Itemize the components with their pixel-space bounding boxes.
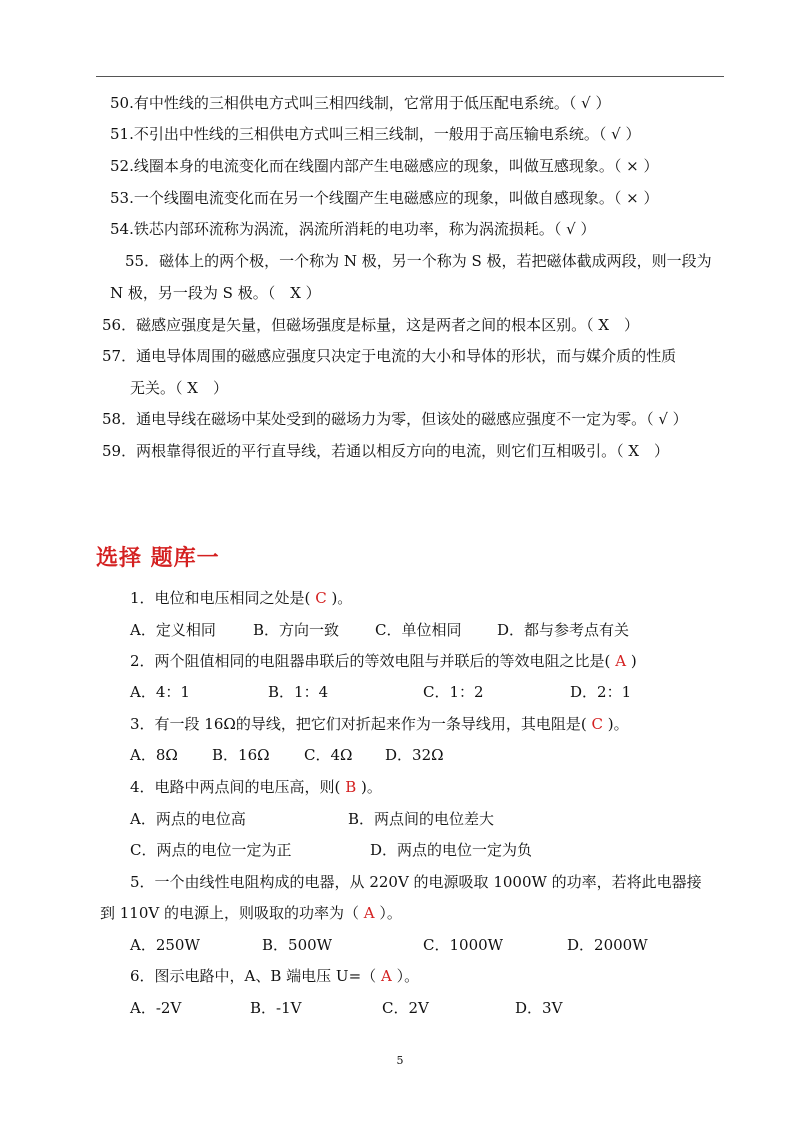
- section-title: 选择 题库一: [96, 546, 220, 571]
- q2-option-c: C．1：2: [423, 683, 484, 701]
- tf-item-57-line2: 无关。（ X ）: [130, 379, 228, 397]
- q4-option-c: C．两点的电位一定为正: [130, 841, 292, 859]
- answer-3: C: [591, 715, 603, 733]
- question-3: 3．有一段 16Ω的导线，把它们对折起来作为一条导线用，其电阻是( C )。: [130, 715, 629, 733]
- q5-option-c: C．1000W: [423, 936, 504, 954]
- tf-item-55-line1: 55．磁体上的两个极，一个称为 N 极，另一个称为 S 极，若把磁体截成两段，则一段为: [125, 252, 712, 270]
- answer-6: A: [380, 967, 392, 985]
- tf-item-58: 58．通电导线在磁场中某处受到的磁场力为零，但该处的磁感应强度不一定为零。（ √ ）: [102, 410, 688, 428]
- tf-item-54: 54.铁芯内部环流称为涡流，涡流所消耗的电功率，称为涡流损耗。（ √ ）: [110, 220, 596, 238]
- q4-option-b: B．两点间的电位差大: [348, 810, 495, 828]
- q3-option-a: A．8Ω: [130, 746, 178, 764]
- question-6: 6．图示电路中，A、B 端电压 U=（ A ）。: [130, 967, 420, 985]
- question-2: 2．两个阻值相同的电阻器串联后的等效电阻与并联后的等效电阻之比是( A ): [130, 652, 637, 670]
- q2-option-b: B．1：4: [268, 683, 329, 701]
- tf-item-51: 51.不引出中性线的三相供电方式叫三相三线制，一般用于高压输电系统。（ √ ）: [110, 125, 641, 143]
- q3-option-d: D．32Ω: [385, 746, 444, 764]
- question-4: 4．电路中两点间的电压高，则( B )。: [130, 778, 382, 796]
- q4-option-a: A．两点的电位高: [130, 810, 246, 828]
- q3-option-c: C．4Ω: [304, 746, 353, 764]
- answer-2: A: [615, 652, 627, 670]
- tf-item-50: 50.有中性线的三相供电方式叫三相四线制，它常用于低压配电系统。（ √ ）: [110, 94, 611, 112]
- question-5-line1: 5．一个由线性电阻构成的电器，从 220V 的电源吸取 1000W 的功率，若将此电器接: [130, 873, 702, 891]
- q3-option-b: B．16Ω: [212, 746, 270, 764]
- q2-option-d: D．2：1: [570, 683, 632, 701]
- q1-option-c: C．单位相同: [375, 621, 462, 639]
- q6-option-c: C．2V: [382, 999, 429, 1017]
- answer-4: B: [345, 778, 357, 796]
- q4-option-d: D．两点的电位一定为负: [370, 841, 533, 859]
- q6-option-d: D．3V: [515, 999, 563, 1017]
- tf-item-52: 52.线圈本身的电流变化而在线圈内部产生电磁感应的现象，叫做互感现象。（ × ）: [110, 157, 659, 175]
- q2-option-a: A．4：1: [130, 683, 190, 701]
- tf-item-55-line2: N 极，另一段为 S 极。（ X ）: [110, 284, 321, 302]
- q1-option-b: B．方向一致: [253, 621, 340, 639]
- tf-item-57-line1: 57．通电导体周围的磁感应强度只决定于电流的大小和导体的形状，而与媒介质的性质: [102, 347, 677, 365]
- tf-item-53: 53.一个线圈电流变化而在另一个线圈产生电磁感应的现象，叫做自感现象。（ × ）: [110, 189, 659, 207]
- q5-option-b: B．500W: [262, 936, 333, 954]
- question-5-line2: 到 110V 的电源上，则吸取的功率为（ A ）。: [100, 904, 402, 922]
- answer-5: A: [363, 904, 375, 922]
- q1-option-d: D．都与参考点有关: [497, 621, 630, 639]
- header-rule: [96, 76, 724, 77]
- tf-item-59: 59．两根靠得很近的平行直导线，若通以相反方向的电流，则它们互相吸引。（ X ）: [102, 442, 670, 460]
- page-number: 5: [396, 1054, 404, 1067]
- q1-option-a: A．定义相同: [130, 621, 216, 639]
- q5-option-a: A．250W: [130, 936, 200, 954]
- q5-option-d: D．2000W: [567, 936, 648, 954]
- q6-option-a: A．-2V: [130, 999, 182, 1017]
- tf-item-56: 56．磁感应强度是矢量，但磁场强度是标量，这是两者之间的根本区别。（ X ）: [102, 316, 640, 334]
- q6-option-b: B．-1V: [250, 999, 302, 1017]
- question-1: 1．电位和电压相同之处是( C )。: [130, 589, 353, 607]
- answer-1: C: [315, 589, 327, 607]
